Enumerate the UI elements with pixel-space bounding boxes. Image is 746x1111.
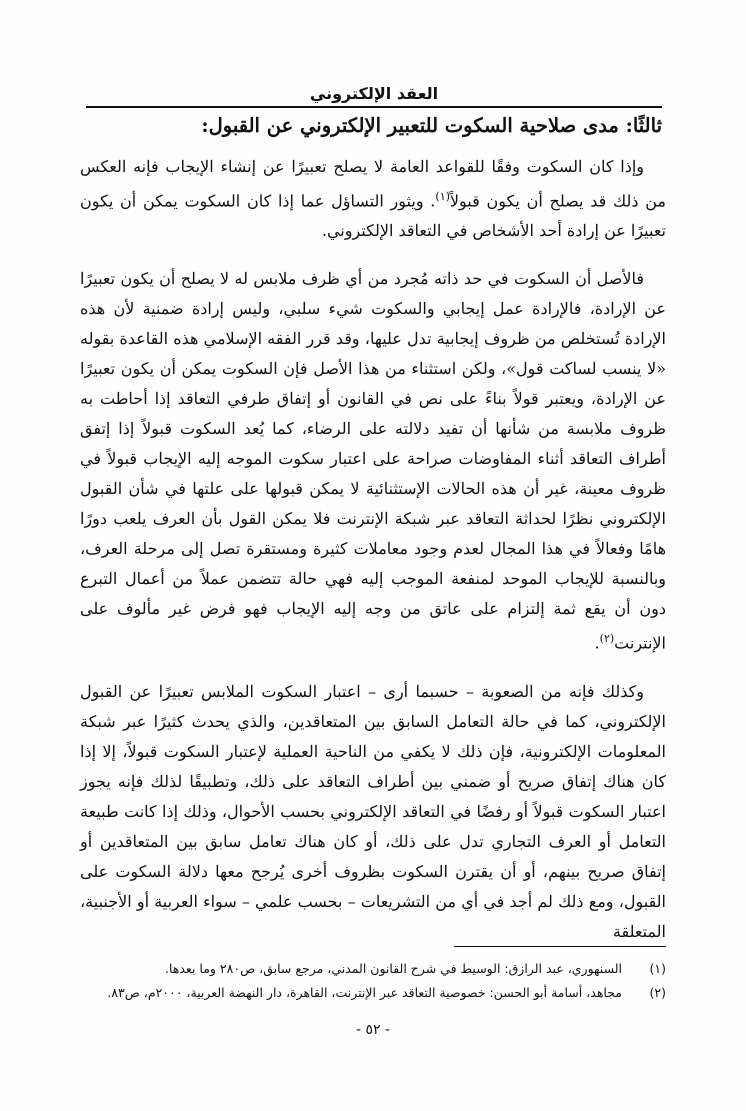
footnote-separator (454, 946, 666, 947)
header-rule (86, 106, 662, 108)
paragraph-1-text-cont: . ويثور التساؤل عما إذا كان السكوت يمكن أن يكون تعبيرًا عن إرادة أحد الأشخاص في التعاقد الإلكتروني. (80, 191, 666, 241)
footnote-2 (80, 981, 666, 1005)
paragraph-3-text: وكذلك فإنه من الصعوبة – حسبما أرى – اعتبار السكوت الملابس تعبيرًا عن القبول الإلكتروني، كما في حالة التعامل السابق بين المتعاقدين، والذي يحدث كثيرًا عبر شبكة المعلومات الإلكترونية، فإن ذلك لا يكفي من الناحية العملية لإعتبار السكوت قبولاً، إلا إذا كان هناك إتفاق صريح أو ضمني بين أطراف التعاقد على ذلك، وتطبيقًا لذلك فإنه يجوز اعتبار السكوت قبولاً أو رفضًا في التعاقد الإلكتروني بحسب الأحوال، وذلك إذا كانت طبيعة التعامل أو العرف التجاري تدل على ذلك، أو كان هناك تعامل سابق بين المتعاقدين أو إتفاق صريح بينهم، أو أن يقترن السكوت بظروف أخرى يُرجح معها دلالة السكوت على القبول، ومع ذلك لم أجد في أي من التشريعات – بحسب علمي – سواء العربية أو الأجنبية، المتعلقة (80, 681, 666, 941)
paragraph-1-text: وإذا كان السكوت وفقًا للقواعد العامة لا يصلح تعبيرًا عن إنشاء الإيجاب فإنه العكس من ذلك قد يصلح أن يكون قبولاً (80, 157, 666, 211)
footnote-1-text: السنهوري، عبد الرازق: الوسيط في شرح القانون المدني، مرجع سابق، ص٢٨٠ وما بعدها. (164, 961, 622, 976)
paragraph-1 (80, 152, 666, 246)
footnote-2-number: (٢) (649, 985, 666, 1000)
footnote-1 (80, 957, 666, 981)
footnote-ref-2: (٢) (599, 632, 615, 646)
footnotes (80, 957, 666, 1005)
section-heading: ثالثًا: مدى صلاحية السكوت للتعبير الإلكتروني عن القبول: (201, 114, 662, 137)
running-header-title: العقد الإلكتروني (309, 84, 439, 103)
paragraph-2-text-cont: . (594, 633, 600, 653)
body-text (80, 152, 666, 965)
footnote-1-number: (١) (649, 961, 666, 976)
paragraph-2 (80, 264, 666, 658)
page-number: - ٥٢ - (355, 1022, 391, 1038)
footnote-2-text: مجاهد، أسامة أبو الحسن: خصوصية التعاقد عبر الإنترنت، القاهرة، دار النهضة العربية، ٢٠٠٠م، ص٨٣. (107, 985, 622, 1000)
footnote-ref-1: (١) (435, 190, 450, 203)
paragraph-3 (80, 677, 666, 947)
paragraph-2-text: فالأصل أن السكوت في حد ذاته مُجرد من أي ظرف ملابس له لا يصلح أن يكون تعبيرًا عن الإرادة، فالإرادة عمل إيجابي والسكوت شيء سلبي، وليس إرادة ضمنية لأن هذه الإرادة تُستخلص من ظروف إيجابية تدل عليها، وقد قرر الفقه الإسلامي هذه القاعدة بقوله «لا ينسب لساكت قول»، ولكن استثناء من هذا الأصل فإن السكوت يمكن أن يكون تعبيرًا عن الإرادة، ويعتبر قولاً بناءً على نص في القانون أو إتفاق طرفي التعاقد إذا أحاطت به ظروف ملابسة من شأنها أن تفيد دلالته على الرضاء، كما يُعد السكوت قبولاً إذا إتفق أطراف التعاقد أثناء المفاوضات صراحة على اعتبار سكوت الموجه إليه الإيجاب قبولاً في ظروف معينة، غير أن هذه الحالات الإستثنائية لا يمكن قبولها على علتها في شأن القبول الإلكتروني نظرًا لحداثة التعاقد عبر شبكة الإنترنت فلا يمكن القول بأن العرف يلعب دورًا هامًا وفعالاً في هذا المجال لعدم وجود معاملات كثيرة ومستقرة تصل إلى مرحلة العرف، وبالنسبة للإيجاب الموحد لمنفعة الموجب إليه فهي حالة تتضمن عملاً من أعمال التبرع دون أن يقع ثمة إلتزام على عاتق من وجه إليه الإيجاب فهو فرض غير مألوف على الإنترنت (80, 269, 666, 653)
